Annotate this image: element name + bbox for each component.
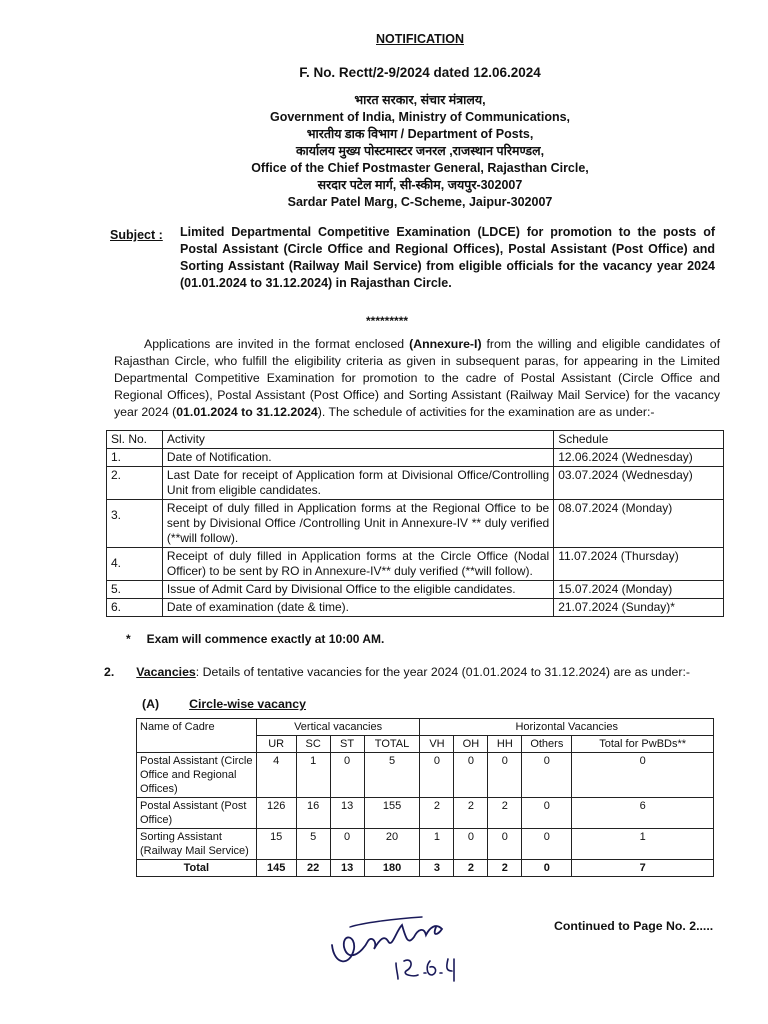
file-number: F. No. Rectt/2-9/2024 dated 12.06.2024	[299, 65, 541, 80]
vacancy-subheader: TOTAL	[364, 736, 420, 753]
vacancy-cell: 0	[572, 753, 714, 798]
vacancy-cell: 16	[296, 798, 330, 829]
vacancy-subheader: OH	[454, 736, 488, 753]
vacancy-cell: 0	[488, 829, 522, 860]
schedule-date: 08.07.2024 (Monday)	[554, 500, 724, 548]
schedule-header-sl: Sl. No.	[107, 431, 163, 449]
vacancy-cell: 13	[330, 798, 364, 829]
vacancy-subheader: VH	[420, 736, 454, 753]
header-line-hindi-4: सरदार पटेल मार्ग, सी-स्कीम, जयपुर-302007	[317, 178, 523, 192]
schedule-activity: Issue of Admit Card by Divisional Office to the eligible candidates.	[162, 581, 553, 599]
continued-note: Continued to Page No. 2.....	[554, 919, 714, 933]
vacancy-subheader: ST	[330, 736, 364, 753]
vacancy-cadre-name: Postal Assistant (Post Office)	[137, 798, 257, 829]
exam-time-note: * Exam will commence exactly at 10:00 AM.	[126, 632, 385, 646]
vacancy-header-row	[137, 719, 714, 736]
vacancy-subheader: HH	[488, 736, 522, 753]
vacancy-cell: 0	[522, 798, 572, 829]
schedule-table	[106, 430, 724, 617]
vacancy-cell: 1	[572, 829, 714, 860]
vacancy-cell: 5	[296, 829, 330, 860]
schedule-row	[107, 548, 724, 581]
schedule-date: 03.07.2024 (Wednesday)	[554, 467, 724, 500]
subject-text: Limited Departmental Competitive Examination (LDCE) for promotion to the posts of Postal Assistant (Circle Office and Regional Offices), Postal Assistant (Post Office) and Sorting Assistant (Railway Mail Service) from eligible officials for the vacancy year 2024 (01.01.2024 to 31.12.2024) in Rajasthan Circle.	[180, 225, 715, 290]
vacancy-row	[137, 829, 714, 860]
schedule-activity: Date of Notification.	[162, 449, 553, 467]
section-2-vacancies: 2. Vacancies: Details of tentative vacancies for the year 2024 (01.01.2024 to 31.12.2024) are as under:-	[104, 665, 691, 679]
vacancy-subheader: Total for PwBDs**	[572, 736, 714, 753]
vacancy-total-cell: 0	[522, 860, 572, 877]
vacancy-cell: 0	[330, 829, 364, 860]
vacancy-cadre-name: Postal Assistant (Circle Office and Regional Offices)	[137, 753, 257, 798]
schedule-sl: 2.	[107, 467, 163, 500]
schedule-date: 15.07.2024 (Monday)	[554, 581, 724, 599]
vacancy-cell: 15	[256, 829, 296, 860]
vacancy-cell: 1	[296, 753, 330, 798]
header-line-office: Office of the Chief Postmaster General, Rajasthan Circle,	[251, 161, 589, 175]
intro-paragraph: Applications are invited in the format enclosed (Annexure-I) from the willing and eligible candidates of Rajasthan Circle, who fulfill the eligibility criteria as given in subsequent paras, for appearing in the Limited Departmental Competitive Examination for promotion to the cadre of Postal Assistant (Circle Office and Regional Offices), Postal Assistant (Post Office) and Sorting Assistant (Railway Mail Service) for the vacancy year 2024 (01.01.2024 to 31.12.2024). The schedule of activities for the examination are as under:-	[114, 337, 721, 419]
subject-label: Subject :	[110, 228, 163, 242]
schedule-sl: 3.	[107, 500, 163, 548]
vacancy-total-cell: 2	[488, 860, 522, 877]
vacancy-total-cell: 22	[296, 860, 330, 877]
vacancy-row	[137, 753, 714, 798]
vacancy-cell: 0	[330, 753, 364, 798]
vacancy-cell: 0	[522, 753, 572, 798]
vacancy-cell: 0	[420, 753, 454, 798]
vacancy-total-cell: 3	[420, 860, 454, 877]
vacancy-cell: 6	[572, 798, 714, 829]
vacancy-cell: 0	[488, 753, 522, 798]
schedule-activity: Date of examination (date & time).	[162, 599, 553, 617]
vacancy-subheader: UR	[256, 736, 296, 753]
vacancy-cell: 5	[364, 753, 420, 798]
separator: *********	[366, 314, 409, 328]
vacancy-cell: 2	[420, 798, 454, 829]
schedule-sl: 6.	[107, 599, 163, 617]
schedule-header-row	[107, 431, 724, 449]
header-line-hindi-2: भारतीय डाक विभाग / Department of Posts,	[306, 127, 534, 141]
vacancy-total-row	[137, 860, 714, 877]
vacancy-cell: 126	[256, 798, 296, 829]
schedule-sl: 5.	[107, 581, 163, 599]
schedule-date: 12.06.2024 (Wednesday)	[554, 449, 724, 467]
vacancy-header-vertical: Vertical vacancies	[256, 719, 420, 736]
vacancy-cell: 20	[364, 829, 420, 860]
schedule-date: 11.07.2024 (Thursday)	[554, 548, 724, 581]
vacancy-header-cadre: Name of Cadre	[137, 719, 257, 753]
vacancy-total-cell: 180	[364, 860, 420, 877]
header-line-ministry: Government of India, Ministry of Communications,	[269, 110, 571, 124]
vacancy-cell: 1	[420, 829, 454, 860]
schedule-activity: Receipt of duly filled in Application forms at the Regional Office to be sent by Divisional Office /Controlling Unit in Annexure-IV ** duly verified (**will follow).	[162, 500, 553, 548]
schedule-row	[107, 500, 724, 548]
vacancy-table	[136, 718, 714, 877]
header-line-address: Sardar Patel Marg, C-Scheme, Jaipur-302007	[287, 195, 553, 209]
schedule-activity: Receipt of duly filled in Application forms at the Circle Office (Nodal Officer) to be sent by RO in Annexure-IV** duly verified (**will follow).	[162, 548, 553, 581]
schedule-header-activity: Activity	[162, 431, 553, 449]
schedule-row	[107, 449, 724, 467]
vacancy-row	[137, 798, 714, 829]
vacancy-cadre-name: Sorting Assistant (Railway Mail Service)	[137, 829, 257, 860]
vacancy-total-cell: 2	[454, 860, 488, 877]
header-line-hindi-1: भारत सरकार, संचार मंत्रालय,	[354, 93, 486, 107]
vacancy-total-cell: 7	[572, 860, 714, 877]
notification-title: NOTIFICATION	[376, 32, 464, 46]
vacancy-total-label: Total	[137, 860, 257, 877]
schedule-row	[107, 467, 724, 500]
vacancy-total-cell: 145	[256, 860, 296, 877]
vacancy-cell: 2	[488, 798, 522, 829]
vacancy-cell: 155	[364, 798, 420, 829]
section-a-heading: (A) Circle-wise vacancy	[142, 697, 306, 711]
schedule-activity: Last Date for receipt of Application form at Divisional Office/Controlling Unit from eligible candidates.	[162, 467, 553, 500]
vacancy-cell: 0	[454, 753, 488, 798]
vacancy-subheader: Others	[522, 736, 572, 753]
signature	[322, 905, 472, 985]
vacancy-total-cell: 13	[330, 860, 364, 877]
schedule-date: 21.07.2024 (Sunday)*	[554, 599, 724, 617]
vacancy-cell: 0	[522, 829, 572, 860]
schedule-row	[107, 599, 724, 617]
vacancy-subheader: SC	[296, 736, 330, 753]
schedule-row	[107, 581, 724, 599]
vacancy-header-horizontal: Horizontal Vacancies	[420, 719, 714, 736]
header-line-hindi-3: कार्यालय मुख्य पोस्टमास्टर जनरल ,राजस्थान परिमण्डल,	[295, 144, 545, 158]
vacancy-cell: 0	[454, 829, 488, 860]
vacancy-cell: 4	[256, 753, 296, 798]
vacancy-cell: 2	[454, 798, 488, 829]
schedule-header-schedule: Schedule	[554, 431, 724, 449]
schedule-sl: 1.	[107, 449, 163, 467]
schedule-sl: 4.	[107, 548, 163, 581]
